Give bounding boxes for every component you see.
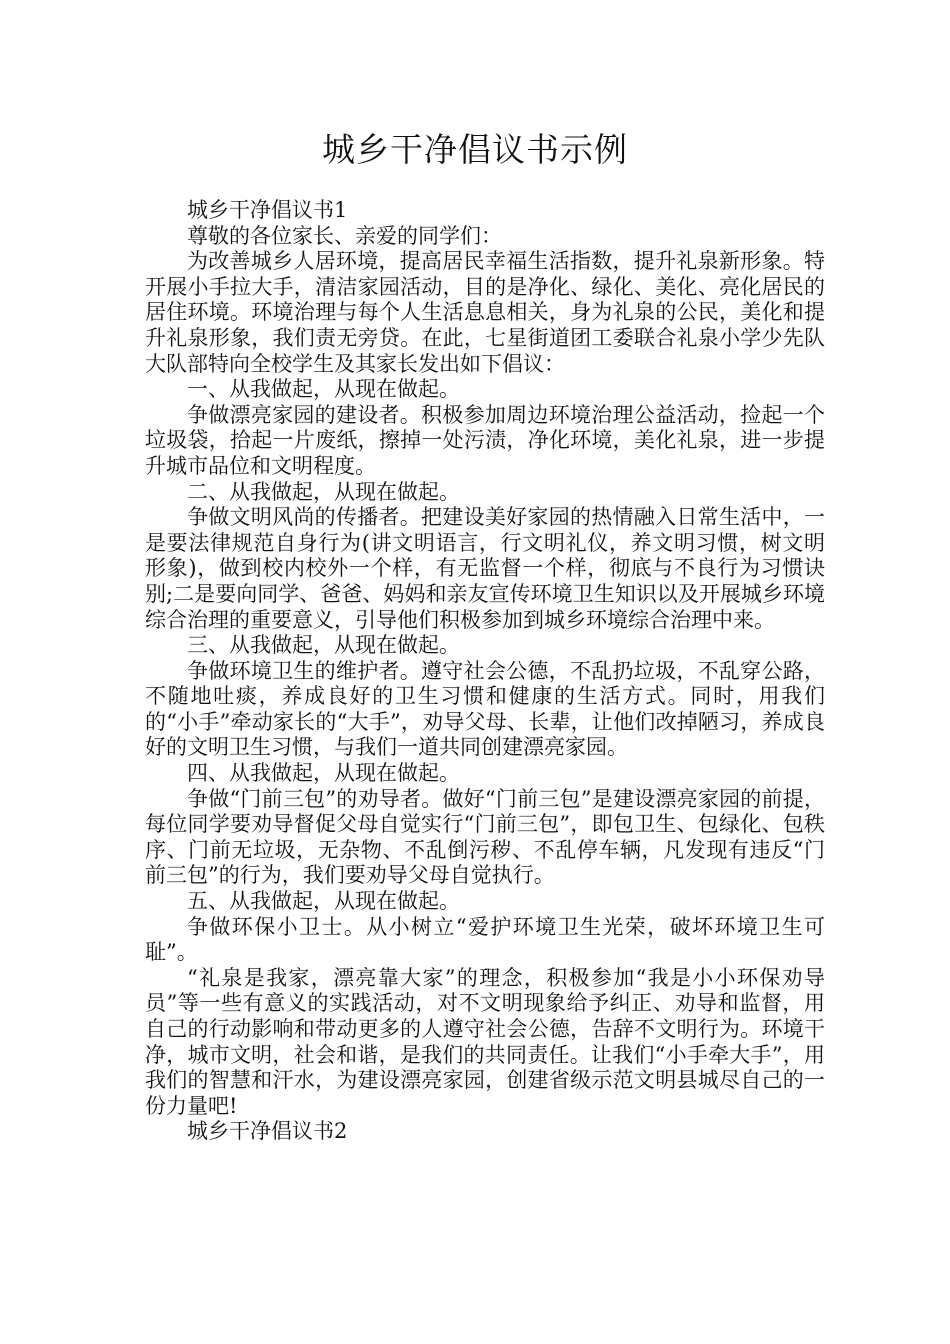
- point-1-heading: 一、从我做起，从现在做起。: [187, 377, 460, 402]
- salutation: 尊敬的各位家长、亲爱的同学们：: [187, 223, 502, 248]
- point-2-body: 争做文明风尚的传播者。把建设美好家园的热情融入日常生活中，一是要法律规范自身行为(讲文明语言，行文明礼仪，养文明习惯，树文明形象)，做到校内校外一个样，有无监督一个样，彻底与不良行为习惯诀别;二是要向同学、爸爸、妈妈和亲友宣传环境卫生知识以及开展城乡环境综合治理的重要意义，引导他们积极参加到城乡环境综合治理中来。: [145, 505, 825, 632]
- intro-paragraph: 为改善城乡人居环境，提高居民幸福生活指数，提升礼泉新形象。特开展小手拉大手，清洁家园活动，目的是净化、绿化、美化、亮化居民的居住环境。环境治理与每个人生活息息相关，身为礼泉的公民，美化和提升礼泉形象，我们责无旁贷。在此，七星街道团工委联合礼泉小学少先队大队部特向全校学生及其家长发出如下倡议：: [145, 249, 825, 376]
- point-4-body: 争做“门前三包”的劝导者。做好“门前三包”是建设漂亮家园的前提，每位同学要劝导督促父母自觉实行“门前三包”，即包卫生、包绿化、包秩序、门前无垃圾，无杂物、不乱倒污秽、不乱停车辆，凡发现有违反“门前三包”的行为，我们要劝导父母自觉执行。: [145, 786, 825, 888]
- section-heading-1: 城乡干净倡议书1: [187, 198, 348, 222]
- document-title: 城乡干净倡议书示例: [322, 130, 628, 169]
- point-5-heading: 五、从我做起，从现在做起。: [187, 889, 460, 914]
- section-heading-2: 城乡干净倡议书2: [187, 1119, 348, 1144]
- document-body: [145, 198, 825, 1145]
- point-5-body: 争做环保小卫士。从小树立“爱护环境卫生光荣，破坏环境卫生可耻”。: [145, 914, 825, 965]
- point-3-body: 争做环境卫生的维护者。遵守社会公德，不乱扔垃圾，不乱穿公路，不随地吐痰，养成良好的卫生习惯和健康的生活方式。同时，用我们的“小手”牵动家长的“大手”，劝导父母、长辈，让他们改掉陋习，养成良好的文明卫生习惯，与我们一道共同创建漂亮家园。: [145, 658, 825, 760]
- closing-paragraph: “礼泉是我家，漂亮靠大家”的理念，积极参加“我是小小环保劝导员”等一些有意义的实践活动，对不文明现象给予纠正、劝导和监督，用自己的行动影响和带动更多的人遵守社会公德，告辞不文明行为。环境干净，城市文明，社会和谐，是我们的共同责任。让我们“小手牵大手”，用我们的智慧和汗水，为建设漂亮家园，创建省级示范文明县城尽自己的一份力量吧!: [145, 965, 825, 1118]
- point-2-heading: 二、从我做起，从现在做起。: [187, 479, 460, 504]
- point-3-heading: 三、从我做起，从现在做起。: [187, 633, 460, 658]
- point-1-body: 争做漂亮家园的建设者。积极参加周边环境治理公益活动，捡起一个垃圾袋，拾起一片废纸，擦掉一处污渍，净化环境，美化礼泉，进一步提升城市品位和文明程度。: [145, 402, 825, 478]
- point-4-heading: 四、从我做起，从现在做起。: [187, 761, 460, 786]
